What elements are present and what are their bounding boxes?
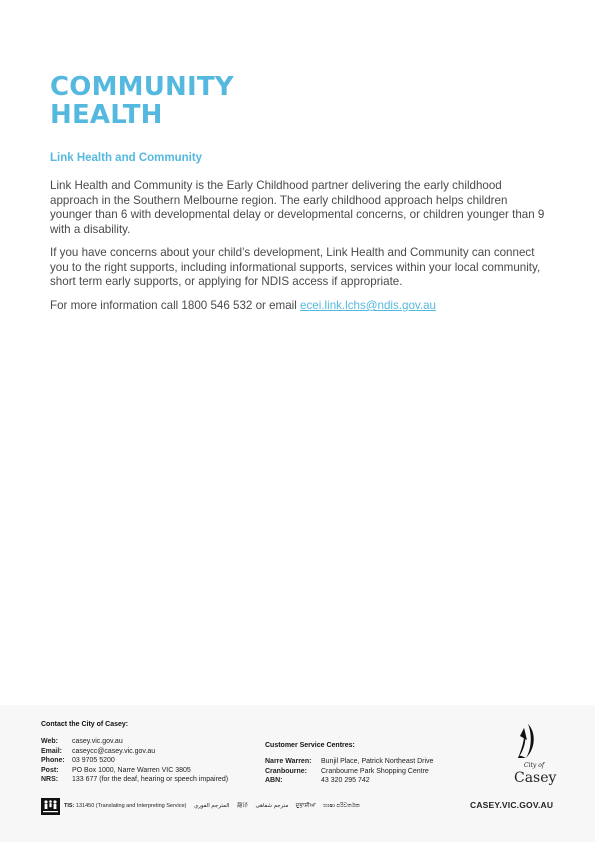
- page-title-line1: COMMUNITY: [50, 72, 234, 102]
- language-label: භාෂා පරිවර්තක: [323, 803, 360, 809]
- contact-label: Email:: [41, 747, 63, 755]
- csc-value: Cranbourne Park Shopping Centre: [321, 767, 429, 775]
- contact-value: 133 677 (for the deaf, hearing or speech impaired): [72, 776, 229, 784]
- csc-details: [265, 757, 433, 786]
- csc-heading: Customer Service Centres:: [265, 742, 355, 749]
- intro-paragraph: Link Health and Community is the Early Childhood partner delivering the early childhood approach in the Southern Melbourne region. The early childhood approach helps children younger than 6 with developmental delay or developmental concerns, or children younger than 9 with a disability.: [50, 179, 545, 236]
- logo-text-large: Casey: [514, 770, 557, 786]
- tis-line: [64, 801, 360, 810]
- contact-row-email: [41, 747, 228, 757]
- contact-details: [41, 737, 228, 785]
- csc-value: 43 320 295 742: [321, 777, 370, 785]
- contact-info-paragraph: [50, 299, 550, 314]
- site-url-link[interactable]: CASEY.VIC.GOV.AU: [470, 800, 554, 810]
- contact-info-text: For more information call 1800 546 532 or email: [50, 299, 301, 312]
- concerns-paragraph: If you have concerns about your child’s development, Link Health and Community can connect you to the right supports, including informational supports, services within your local community, short term early supports, or applying for NDIS access if appropriate.: [50, 246, 541, 289]
- contact-heading: Contact the City of Casey:: [41, 721, 129, 728]
- csc-label: ABN:: [265, 777, 283, 785]
- csc-row: [265, 757, 433, 767]
- csc-value: Bunjil Place, Patrick Northeast Drive: [321, 758, 434, 765]
- csc-label: Cranbourne:: [265, 767, 307, 775]
- interpreter-symbol-icon: [41, 798, 60, 815]
- language-label: 翻译: [236, 803, 248, 809]
- csc-label: Narre Warren:: [265, 758, 312, 765]
- page-title-line2: HEALTH: [50, 100, 163, 130]
- csc-row: [265, 776, 433, 786]
- web-link[interactable]: casey.vic.gov.au: [72, 738, 123, 745]
- section-heading: Link Health and Community: [50, 152, 203, 164]
- logo-text-small: City of: [524, 762, 545, 769]
- tis-label: TIS:: [64, 803, 75, 809]
- contact-label: Phone:: [41, 757, 65, 765]
- language-label: ਦੁਭਾਸ਼ੀਆ: [295, 803, 316, 809]
- contact-row-phone: [41, 756, 228, 766]
- contact-row-post: [41, 766, 228, 776]
- email-link[interactable]: ecei.link.lchs@ndis.gov.au: [300, 299, 436, 312]
- contact-email-link[interactable]: caseycc@casey.vic.gov.au: [72, 747, 156, 755]
- language-label: مترجم شفاهی: [255, 803, 289, 809]
- page-title: [50, 73, 234, 129]
- contact-label: NRS:: [41, 776, 59, 784]
- csc-row: [265, 767, 433, 777]
- contact-value: 03 9705 5200: [72, 757, 115, 765]
- contact-row-nrs: [41, 775, 228, 785]
- language-label: المترجم الفوري: [193, 803, 230, 809]
- contact-label: Post:: [41, 766, 59, 774]
- contact-row-web: [41, 737, 228, 747]
- contact-label: Web:: [41, 738, 58, 745]
- contact-value: PO Box 1000, Narre Warren VIC 3805: [72, 766, 191, 774]
- tis-text: 131450 (Translating and Interpreting Service): [75, 803, 187, 809]
